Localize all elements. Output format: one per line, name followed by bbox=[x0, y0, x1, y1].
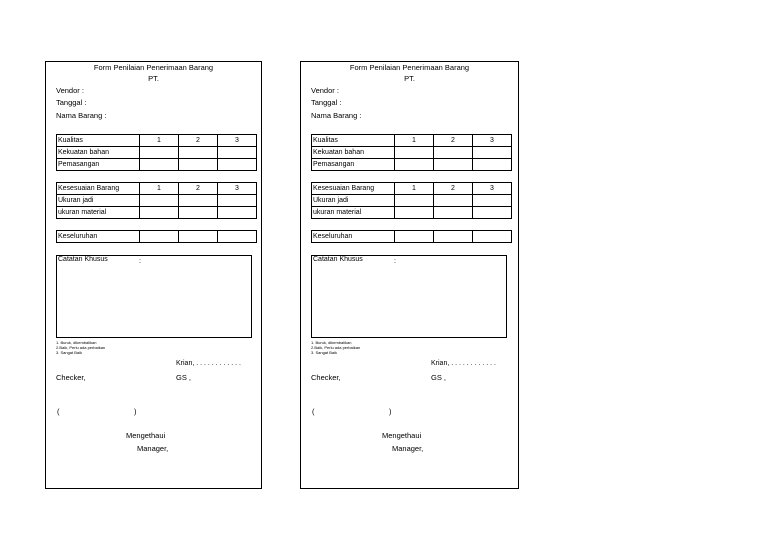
quality-table bbox=[311, 134, 512, 171]
score-cell[interactable] bbox=[395, 195, 434, 207]
acknowledge-label: Mengethaui bbox=[126, 431, 166, 440]
conformity-header: Kesesuaian Barang bbox=[312, 183, 395, 195]
place-date: Krian, . . . . . . . . . . . . bbox=[431, 360, 496, 367]
signature-bracket-close: ) bbox=[134, 407, 137, 416]
score-cell[interactable] bbox=[473, 207, 512, 219]
score-col-1: 1 bbox=[395, 135, 434, 147]
manager-label: Manager, bbox=[392, 444, 424, 453]
quality-table bbox=[56, 134, 257, 171]
company-label: PT. bbox=[404, 74, 415, 83]
legend-item: 2.Baik, Perlu ada perbaikan bbox=[56, 345, 106, 350]
score-cell[interactable] bbox=[395, 207, 434, 219]
conformity-table bbox=[311, 182, 512, 219]
score-col-2: 2 bbox=[434, 183, 473, 195]
legend-item: 3. Sangat Baik bbox=[56, 350, 83, 355]
legend-item: 2.Baik, Perlu ada perbaikan bbox=[311, 345, 361, 350]
score-cell[interactable] bbox=[473, 159, 512, 171]
score-cell[interactable] bbox=[179, 159, 218, 171]
score-col-1: 1 bbox=[140, 135, 179, 147]
overall-label: Keseluruhan bbox=[312, 231, 395, 243]
score-col-3: 3 bbox=[473, 183, 512, 195]
score-col-1: 1 bbox=[395, 183, 434, 195]
row-label: Kekuatan bahan bbox=[312, 147, 395, 159]
table-row bbox=[57, 159, 257, 171]
vendor-label: Vendor : bbox=[311, 86, 339, 95]
score-cell[interactable] bbox=[434, 159, 473, 171]
score-col-3: 3 bbox=[473, 135, 512, 147]
row-label: Pemasangan bbox=[312, 159, 395, 171]
table-row bbox=[312, 207, 512, 219]
place-date: Krian, . . . . . . . . . . . . bbox=[176, 360, 241, 367]
table-row bbox=[312, 195, 512, 207]
overall-table bbox=[311, 230, 512, 243]
special-notes-box[interactable] bbox=[56, 255, 252, 338]
vendor-label: Vendor : bbox=[56, 86, 84, 95]
table-row bbox=[312, 147, 512, 159]
special-notes-box[interactable] bbox=[311, 255, 507, 338]
score-cell[interactable] bbox=[218, 159, 257, 171]
table-row bbox=[312, 183, 512, 195]
score-cell[interactable] bbox=[434, 207, 473, 219]
row-label: ukuran material bbox=[312, 207, 395, 219]
row-label: Pemasangan bbox=[57, 159, 140, 171]
score-cell[interactable] bbox=[179, 231, 218, 243]
score-cell[interactable] bbox=[434, 195, 473, 207]
score-col-1: 1 bbox=[140, 183, 179, 195]
date-label: Tanggal : bbox=[311, 98, 342, 107]
score-cell[interactable] bbox=[140, 207, 179, 219]
checker-label: Checker, bbox=[56, 373, 86, 382]
overall-table bbox=[56, 230, 257, 243]
checker-label: Checker, bbox=[311, 373, 341, 382]
table-row bbox=[57, 147, 257, 159]
score-cell[interactable] bbox=[218, 195, 257, 207]
legend-item: 1. Buruk, dikembalikan bbox=[56, 340, 97, 345]
score-cell[interactable] bbox=[179, 147, 218, 159]
score-cell[interactable] bbox=[140, 231, 179, 243]
form-title: Form Penilaian Penerimaan Barang bbox=[93, 63, 214, 72]
score-col-2: 2 bbox=[179, 135, 218, 147]
special-notes-label: Catatan Khusus bbox=[58, 256, 108, 263]
row-label: ukuran material bbox=[57, 207, 140, 219]
row-label: Ukuran jadi bbox=[312, 195, 395, 207]
row-label: Kekuatan bahan bbox=[57, 147, 140, 159]
score-cell[interactable] bbox=[140, 147, 179, 159]
item-name-label: Nama Barang : bbox=[311, 111, 362, 120]
score-cell[interactable] bbox=[395, 147, 434, 159]
assessment-form-left bbox=[45, 61, 262, 489]
manager-label: Manager, bbox=[137, 444, 169, 453]
date-label: Tanggal : bbox=[56, 98, 87, 107]
score-cell[interactable] bbox=[473, 195, 512, 207]
score-cell[interactable] bbox=[395, 231, 434, 243]
quality-header: Kualitas bbox=[312, 135, 395, 147]
table-row bbox=[57, 195, 257, 207]
gs-label: GS , bbox=[176, 373, 192, 382]
score-cell[interactable] bbox=[218, 147, 257, 159]
score-cell[interactable] bbox=[395, 159, 434, 171]
company-label: PT. bbox=[148, 74, 159, 83]
score-cell[interactable] bbox=[140, 195, 179, 207]
score-col-2: 2 bbox=[179, 183, 218, 195]
conformity-header: Kesesuaian Barang bbox=[57, 183, 140, 195]
form-title: Form Penilaian Penerimaan Barang bbox=[349, 63, 470, 72]
score-cell[interactable] bbox=[218, 231, 257, 243]
item-name-label: Nama Barang : bbox=[56, 111, 107, 120]
score-cell[interactable] bbox=[179, 195, 218, 207]
row-label: Ukuran jadi bbox=[57, 195, 140, 207]
table-row bbox=[57, 231, 257, 243]
legend-item: 3. Sangat Baik bbox=[311, 350, 338, 355]
score-col-3: 3 bbox=[218, 135, 257, 147]
score-cell[interactable] bbox=[473, 147, 512, 159]
quality-header: Kualitas bbox=[57, 135, 140, 147]
score-cell[interactable] bbox=[218, 207, 257, 219]
score-cell[interactable] bbox=[473, 231, 512, 243]
conformity-table bbox=[56, 182, 257, 219]
legend-item: 1. Buruk, dikembalikan bbox=[311, 340, 352, 345]
score-legend bbox=[311, 340, 360, 355]
table-row bbox=[312, 231, 512, 243]
score-cell[interactable] bbox=[140, 159, 179, 171]
score-legend bbox=[56, 340, 105, 355]
signature-bracket-open: ( bbox=[312, 407, 315, 416]
score-cell[interactable] bbox=[179, 207, 218, 219]
score-col-2: 2 bbox=[434, 135, 473, 147]
notes-colon: : bbox=[139, 258, 141, 265]
score-cell[interactable] bbox=[434, 231, 473, 243]
notes-colon: : bbox=[394, 258, 396, 265]
score-col-3: 3 bbox=[218, 183, 257, 195]
assessment-form-right bbox=[300, 61, 519, 489]
table-row bbox=[57, 207, 257, 219]
signature-bracket-close: ) bbox=[389, 407, 392, 416]
table-row bbox=[57, 135, 257, 147]
overall-label: Keseluruhan bbox=[57, 231, 140, 243]
signature-bracket-open: ( bbox=[57, 407, 60, 416]
table-row bbox=[312, 135, 512, 147]
acknowledge-label: Mengethaui bbox=[382, 431, 422, 440]
table-row bbox=[57, 183, 257, 195]
special-notes-label: Catatan Khusus bbox=[313, 256, 363, 263]
table-row bbox=[312, 159, 512, 171]
score-cell[interactable] bbox=[434, 147, 473, 159]
gs-label: GS , bbox=[431, 373, 447, 382]
